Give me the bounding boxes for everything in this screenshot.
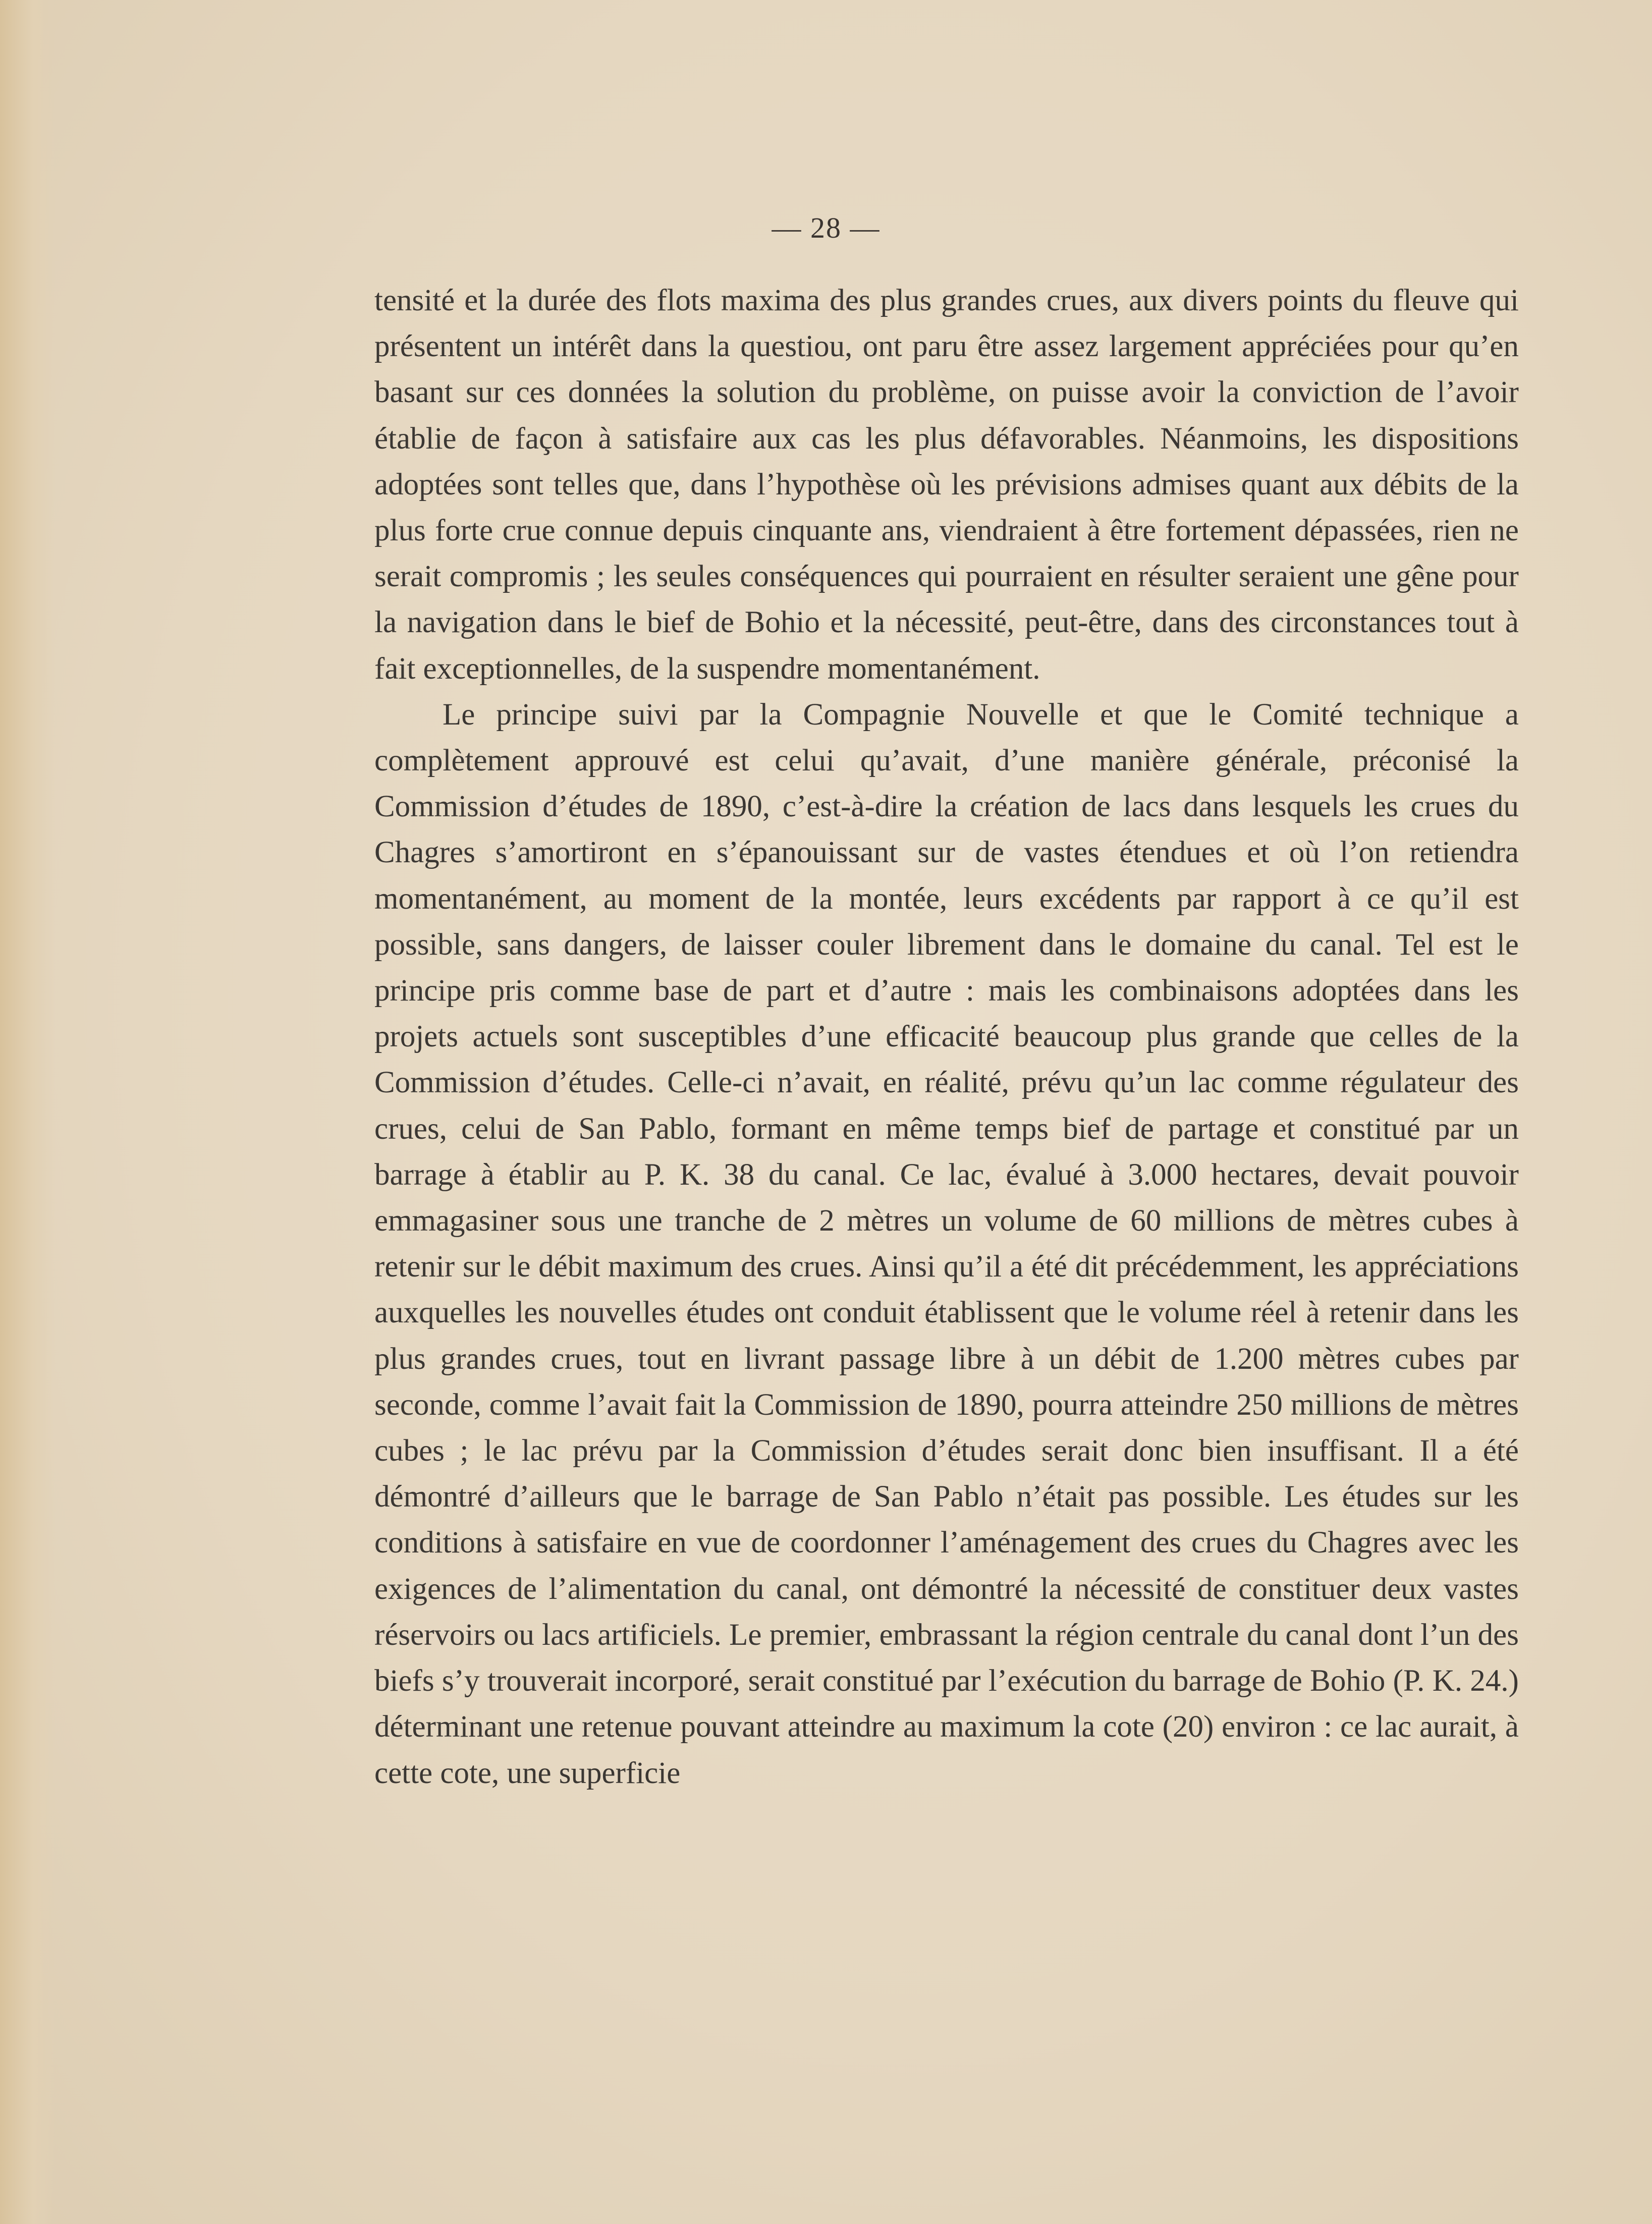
paragraph-1: tensité et la durée des flots maxima des plus grandes crues, aux divers points du fleuve qui présentent un intérêt dans la questiou, ont paru être assez largement appréciées pour qu’en basant sur ces données la solution du problème, on puisse avoir la conviction de l’avoir établie de façon à satisfaire aux cas les plus défavorables. Néanmoins, les dispositions adoptées sont telles que, dans l’hypothèse où les prévisions admises quant aux débits de la plus forte crue connue depuis cinquante ans, viendraient à être fortement dépassées, rien ne serait compromis ; les seules conséquences qui pourraient en résulter seraient une gêne pour la navigation dans le bief de Bohio et la nécessité, peut-être, dans des circonstances tout à fait exceptionnelles, de la suspendre momentanément. xyxy=(374,284,1519,686)
body-text xyxy=(374,277,1519,1796)
page-edge-shadow xyxy=(0,0,56,2224)
page-number: — 28 — xyxy=(772,211,880,244)
paragraph-2: Le principe suivi par la Compagnie Nouvelle et que le Comité technique a complètement approuvé est celui qu’avait, d’une manière générale, préconisé la Commission d’études de 1890, c’est-à-dire la création de lacs dans lesquels les crues du Chagres s’amortiront en s’épanouissant sur de vastes étendues et où l’on retiendra momentanément, au moment de la montée, leurs excédents par rapport à ce qu’il est possible, sans dangers, de laisser couler librement dans le domaine du canal. Tel est le principe pris comme base de part et d’autre : mais les combinaisons adoptées dans les projets actuels sont susceptibles d’une efficacité beaucoup plus grande que celles de la Commission d’études. Celle-ci n’avait, en réalité, prévu qu’un lac comme régulateur des crues, celui de San Pablo, formant en même temps bief de partage et constitué par un barrage à établir au P. K. 38 du canal. Ce lac, évalué à 3.000 hectares, devait pouvoir emmagasiner sous une tranche de 2 mètres un volume de 60 millions de mètres cubes à retenir sur le débit maximum des crues. Ainsi qu’il a été dit précédemment, les appréciations auxquelles les nouvelles études ont conduit établissent que le volume réel à retenir dans les plus grandes crues, tout en livrant passage libre à un débit de 1.200 mètres cubes par seconde, comme l’avait fait la Commission de 1890, pourra atteindre 250 millions de mètres cubes ; le lac prévu par la Commission d’études serait donc bien insuffisant. Il a été démontré d’ailleurs que le barrage de San Pablo n’était pas possible. Les études sur les conditions à satisfaire en vue de coordonner l’aménagement des crues du Chagres avec les exigences de l’alimentation du canal, ont démontré la nécessité de constituer deux vastes réservoirs ou lacs artificiels. Le premier, embrassant la région centrale du canal dont l’un des biefs s’y trouverait incorporé, serait constitué par l’exécution du barrage de Bohio (P. K. 24.) déterminant une retenue pouvant atteindre au maximum la cote (20) environ : ce lac aurait, à cette cote, une superficie xyxy=(374,697,1519,1790)
